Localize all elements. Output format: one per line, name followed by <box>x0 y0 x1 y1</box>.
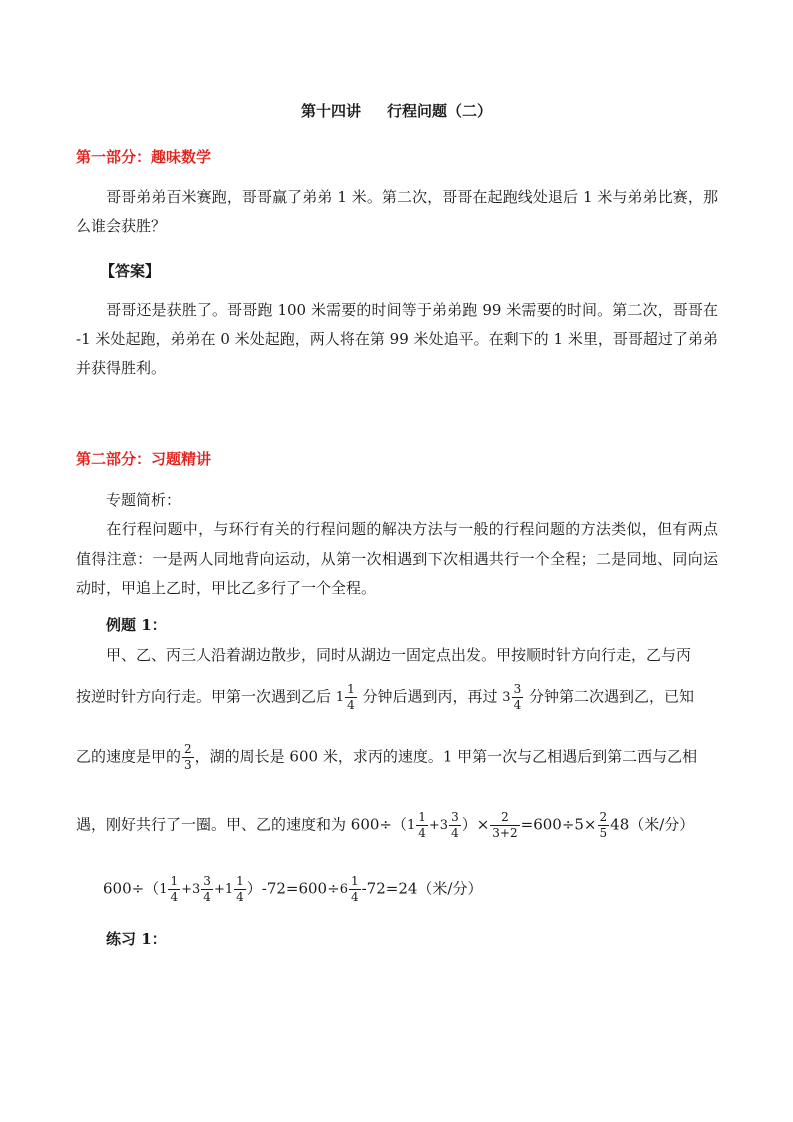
fraction: $\frac{2}{3}$ <box>184 742 192 772</box>
example-line-2: 按逆时针方向行走。甲第一次遇到乙后 1 $\frac{1}{4}$ 分钟后遇到丙，再过 3 $\frac{3}{4}$ 分钟第二次遇到乙，已知 <box>76 682 695 712</box>
example-label: 例题 1： <box>106 616 167 634</box>
answer-label: 【答案】 <box>100 262 161 280</box>
part2-heading: 第二部分：习题精讲 <box>76 450 212 468</box>
example-line-3: 乙的速度是甲的 $\frac{2}{3}$ ，湖的周长是 600 米，求丙的速度。1 甲第一次与乙相遇后到第二西与乙相 <box>76 742 698 772</box>
lecture-topic: 行程问题（二） <box>387 102 493 120</box>
lecture-number: 第十四讲 <box>300 102 361 120</box>
example-line-5: 600÷（1 $\frac{1}{4}$ +3 $\frac{3}{4}$ +1 $\frac{1}{4}$ ）-72=600÷6 $\frac{1}{4}$ -72=24（米/分） <box>103 874 483 904</box>
part1-question-text: 哥哥弟弟百米赛跑，哥哥赢了弟弟 1 米。第二次，哥哥在起跑线处退后 1 米与弟弟比赛，那么谁会获胜？ <box>76 188 718 235</box>
example-line-1: 甲、乙、丙三人沿着湖边散步，同时从湖边一固定点出发。甲按顺时针方向行走，乙与丙 <box>106 646 692 664</box>
intro-text: 在行程问题中，与环行有关的行程问题的解决方法与一般的行程问题的方法类似，但有两点值得注意：一是两人同地背向运动，从第一次相遇到下次相遇共行一个全程；二是同地、同向运动时，甲追上乙时，甲比乙多行了一个全程。 <box>76 520 718 597</box>
part1-question <box>76 183 718 241</box>
part1-heading: 第一部分：趣味数学 <box>76 148 212 166</box>
part1-answer <box>76 296 718 383</box>
practice-label: 练习 1： <box>106 930 167 948</box>
intro-paragraph <box>76 515 718 604</box>
page-title <box>0 100 793 121</box>
mixed-fraction: 1 $\frac{1}{4}$ <box>335 682 355 712</box>
part1-answer-text: 哥哥还是获胜了。哥哥跑 100 米需要的时间等于弟弟跑 99 米需要的时间。第二次，哥哥在 -1 米处起跑，弟弟在 0 米处起跑，两人将在第 99 米处追平。在剩下的 1 米里，哥哥超过了弟弟并获得胜利。 <box>76 301 718 377</box>
intro-label: 专题简析： <box>106 491 182 509</box>
mixed-fraction: 3 $\frac{3}{4}$ <box>502 682 522 712</box>
example-line-4: 遇，刚好共行了一圈。甲、乙的速度和为 600÷（1 $\frac{1}{4}$ +3 $\frac{3}{4}$ ）× $\frac{2}{3+2}$ =600÷5× $\frac{2}{5}$ 48（米/分） <box>76 810 695 840</box>
